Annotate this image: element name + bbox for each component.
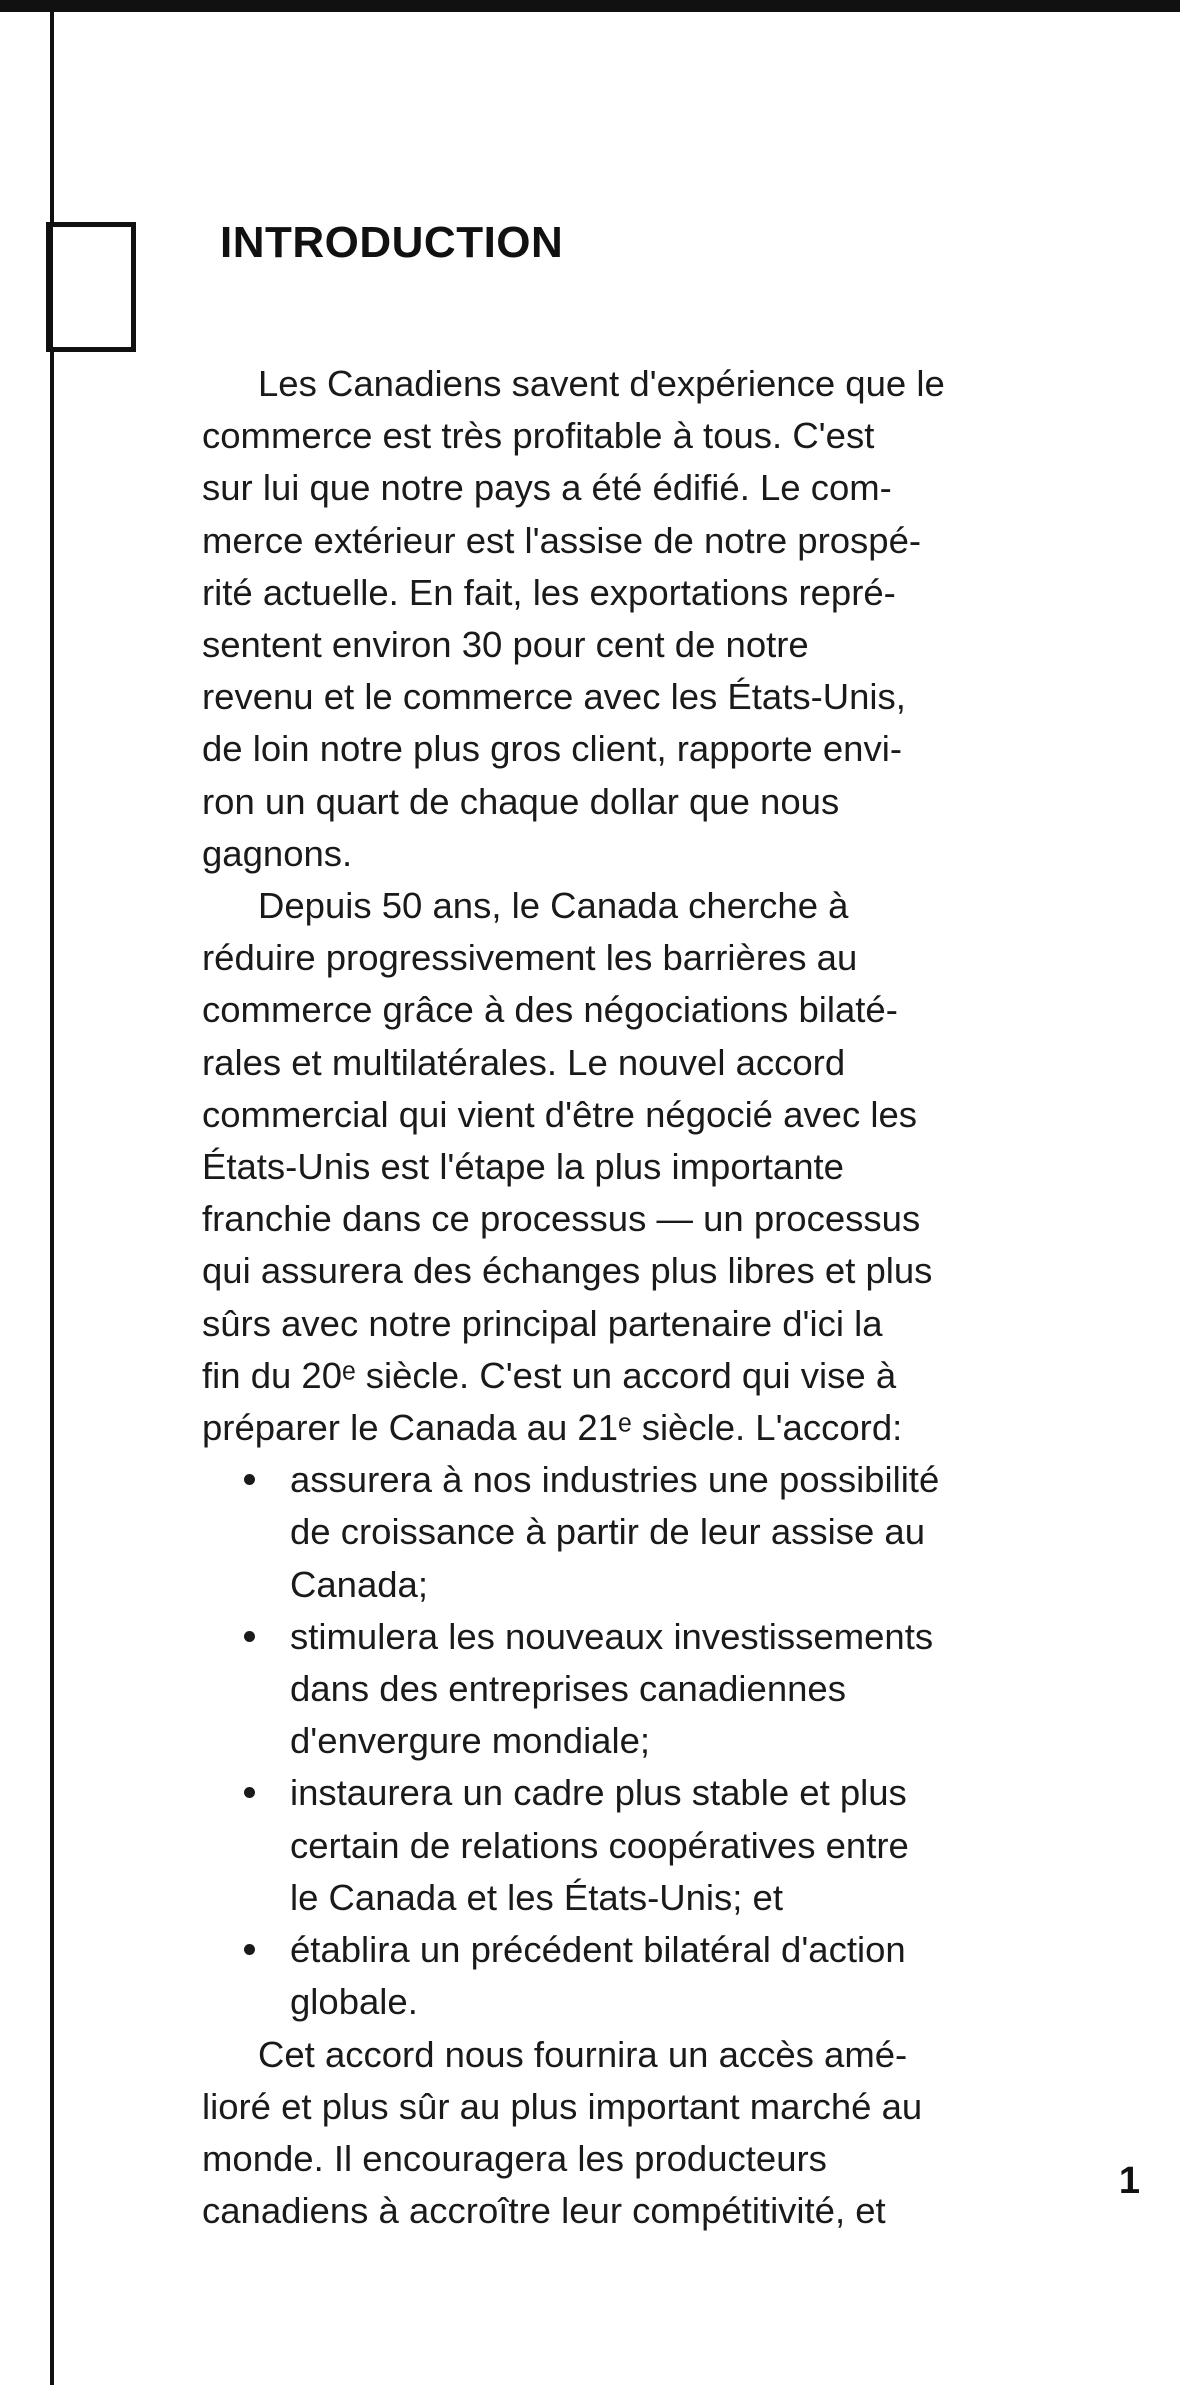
text-line: assurera à nos industries une possibilité [290, 1459, 940, 1501]
text-line: revenu et le commerce avec les États-Unis, [202, 676, 906, 718]
text-line: stimulera les nouveaux investissements [290, 1615, 934, 1657]
text-line: le Canada et les États-Unis; et [290, 1876, 783, 1918]
text-line: ron un quart de chaque dollar que nous [202, 780, 840, 822]
text-line: Cet accord nous fournira un accès amé- [258, 2033, 908, 2075]
text-line: globale. [290, 1981, 418, 2023]
text-line: rales et multilatérales. Le nouvel accord [202, 1041, 846, 1083]
paragraph-1 [202, 358, 1062, 880]
paragraph-2 [202, 880, 1062, 1454]
left-margin-rule [50, 0, 54, 2385]
text-line: préparer le Canada au 21ᵉ siècle. L'accord: [202, 1407, 903, 1449]
text-line: gagnons. [202, 832, 353, 874]
text-line: de loin notre plus gros client, rapporte envi- [202, 728, 902, 770]
text-line: franchie dans ce processus — un processus [202, 1198, 921, 1240]
text-line: Les Canadiens savent d'expérience que le [258, 363, 945, 404]
paragraph-3 [202, 2029, 1062, 2238]
text-line: commerce est très profitable à tous. C'est [202, 415, 875, 457]
list-item [242, 1454, 1062, 1611]
text-line: lioré et plus sûr au plus important marché au [202, 2085, 923, 2127]
body-text [202, 358, 1062, 2237]
list-item [242, 1924, 1062, 2028]
text-line: dans des entreprises canadiennes [290, 1668, 846, 1710]
text-line: sûrs avec notre principal partenaire d'ici la [202, 1302, 883, 1344]
text-line: merce extérieur est l'assise de notre prospé- [202, 519, 922, 561]
section-marker-box [46, 222, 136, 352]
bullet-icon [244, 1944, 255, 1955]
list-item [242, 1611, 1062, 1768]
list-item [242, 1767, 1062, 1924]
text-line: certain de relations coopératives entre [290, 1824, 909, 1866]
text-line: monde. Il encouragera les producteurs [202, 2137, 827, 2179]
text-line: canadiens à accroître leur compétitivité, et [202, 2190, 886, 2232]
top-border-rule [0, 0, 1180, 12]
bullet-icon [244, 1474, 255, 1485]
text-line: rité actuelle. En fait, les exportations repré- [202, 571, 896, 613]
bullet-icon [244, 1631, 255, 1642]
text-line: Depuis 50 ans, le Canada cherche à [258, 885, 849, 927]
page-title: INTRODUCTION [220, 218, 564, 267]
text-line: réduire progressivement les barrières au [202, 937, 858, 979]
text-line: de croissance à partir de leur assise au [290, 1511, 926, 1553]
text-line: commerce grâce à des négociations bilaté- [202, 989, 898, 1031]
text-line: sur lui que notre pays a été édifié. Le com- [202, 467, 892, 509]
text-line: instaurera un cadre plus stable et plus [290, 1772, 907, 1814]
text-line: États-Unis est l'étape la plus importante [202, 1146, 844, 1188]
text-line: Canada; [290, 1563, 428, 1605]
text-line: d'envergure mondiale; [290, 1720, 651, 1762]
text-line: commercial qui vient d'être négocié avec les [202, 1093, 918, 1135]
page-number: 1 [1118, 2160, 1140, 2202]
bullet-icon [244, 1787, 255, 1798]
text-line: qui assurera des échanges plus libres et plus [202, 1250, 933, 1292]
text-line: établira un précédent bilatéral d'action [290, 1929, 906, 1971]
text-line: fin du 20ᵉ siècle. C'est un accord qui vise à [202, 1354, 897, 1396]
bullet-list [202, 1454, 1062, 2028]
text-line: sentent environ 30 pour cent de notre [202, 624, 809, 666]
